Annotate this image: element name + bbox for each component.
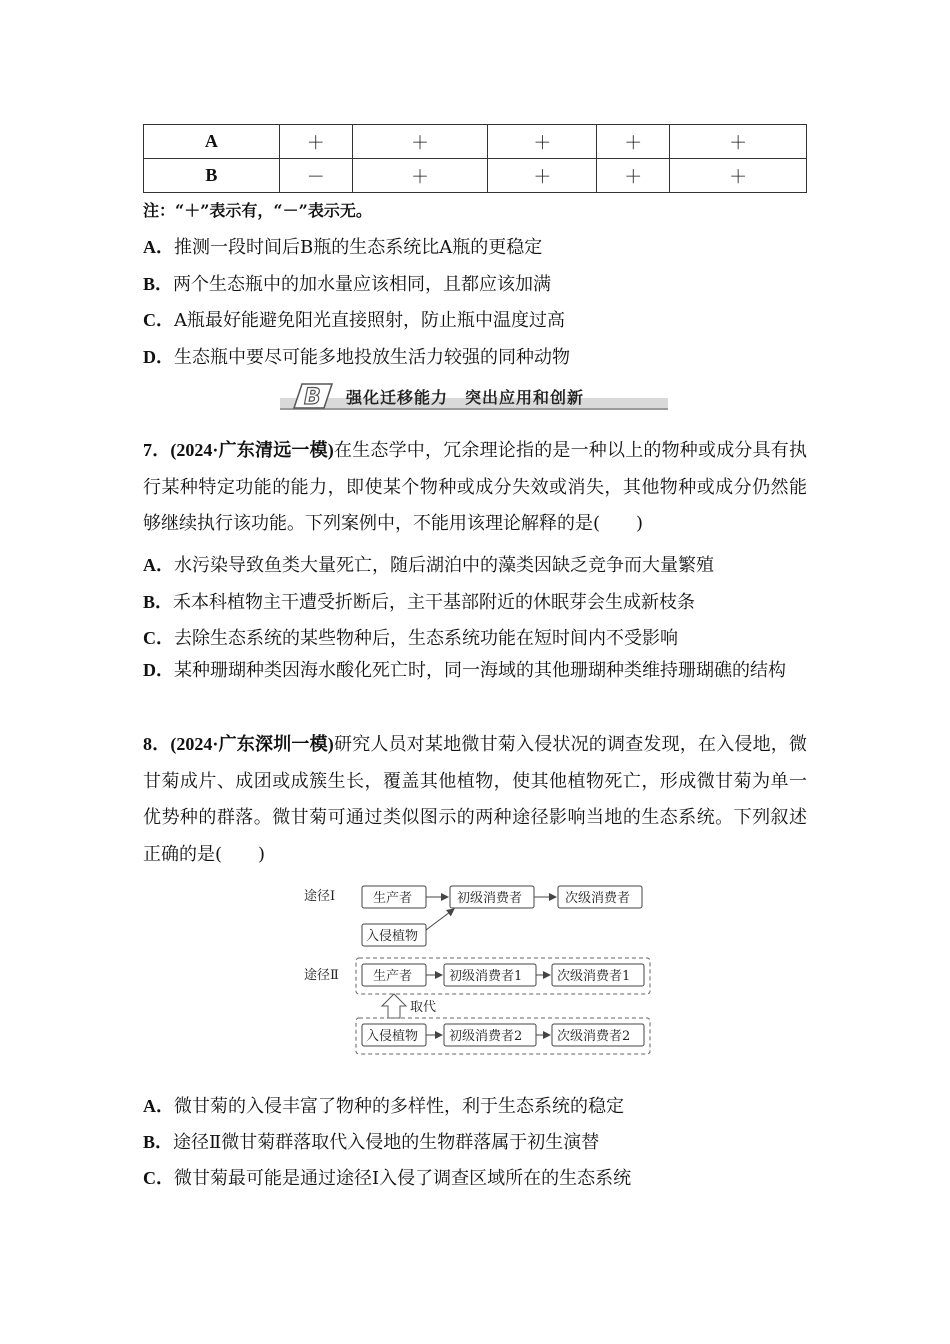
question-stem: 研究人员对某地微甘菊入侵状况的调查发现，在入侵地，微甘菊成片、成团或成簇生长，覆盖其他植物，使其他植物死亡，形成微甘菊为单一优势种的群落。微甘菊可通过类似图示的两种途径影响当地的生态系统。下列叙述正确的是( ): [143, 734, 807, 865]
producer-text-2: 生产者: [373, 969, 413, 984]
option-key: C．: [143, 310, 174, 330]
option-text: 生态瓶中要尽可能多地投放生活力较强的同种动物: [174, 347, 570, 368]
option-text: 微甘菊的入侵丰富了物种的多样性，利于生态系统的稳定: [174, 1096, 624, 1117]
table-cell: ＋: [597, 125, 670, 159]
question-8: [143, 726, 807, 873]
diagram-svg: [300, 878, 660, 1058]
table-cell: ＋: [670, 125, 807, 159]
path1-label: 途径Ⅰ: [304, 889, 336, 904]
question-number: 7．: [143, 440, 171, 460]
q8-option-a: [143, 1092, 624, 1118]
option-key: D．: [143, 347, 174, 367]
option-key: A．: [143, 237, 174, 257]
table-cell: ＋: [488, 159, 597, 193]
option-key: B．: [143, 592, 174, 612]
option-key: A．: [143, 555, 174, 575]
q6-option-b: [143, 270, 551, 296]
replace-arrow-icon: [382, 994, 406, 1018]
option-key: B．: [143, 274, 174, 294]
table-cell: ＋: [352, 125, 488, 159]
option-key: C．: [143, 1168, 174, 1188]
option-key: B．: [143, 1132, 174, 1152]
option-text: 某种珊瑚种类因海水酸化死亡时，同一海域的其他珊瑚种类维持珊瑚礁的结构: [174, 660, 786, 681]
path2-label: 途径Ⅱ: [304, 968, 339, 983]
table-row: [144, 125, 807, 159]
primary-text: 初级消费者: [457, 891, 523, 906]
question-source: (2024·广东清远一模): [170, 440, 334, 460]
question-source: (2024·广东深圳一模): [170, 734, 334, 754]
table-cell: ＋: [597, 159, 670, 193]
option-text: 推测一段时间后B瓶的生态系统比A瓶的更稳定: [174, 237, 543, 258]
table-cell: －: [279, 159, 352, 193]
q6-option-a: [143, 233, 542, 259]
table-cell: ＋: [488, 125, 597, 159]
q6-option-d: [143, 343, 570, 369]
option-text: 去除生态系统的某些物种后，生态系统功能在短时间内不受影响: [174, 628, 678, 649]
q7-option-d: [143, 652, 807, 690]
primary2-text: 初级消费者2: [449, 1029, 523, 1044]
option-text: 禾本科植物主干遭受折断后，主干基部附近的休眠芽会生成新枝条: [173, 592, 696, 613]
question-7: [143, 432, 807, 543]
question-stem: 在生态学中，冗余理论指的是一种以上的物种或成分具有执行某种特定功能的能力，即使某个物种或成分失效或消失，其他物种或成分仍然能够继续执行该功能。下列案例中，不能用该理论解释的是( ): [143, 440, 807, 534]
option-key: C．: [143, 628, 174, 648]
option-text: A瓶最好能避免阳光直接照射，防止瓶中温度过高: [174, 310, 565, 331]
banner-letter: B: [304, 385, 321, 410]
q8-option-c: [143, 1164, 631, 1190]
table-cell: ＋: [279, 125, 352, 159]
question-number: 8．: [143, 734, 171, 754]
option-text: 途径Ⅱ微甘菊群落取代入侵地的生物群落属于初生演替: [173, 1132, 600, 1153]
option-text: 水污染导致鱼类大量死亡，随后湖泊中的藻类因缺乏竞争而大量繁殖: [174, 555, 714, 576]
option-key: A．: [143, 1096, 174, 1116]
row-label: A: [144, 125, 280, 159]
food-chain-diagram: [300, 878, 660, 1058]
invader-text: 入侵植物: [366, 929, 419, 944]
experiment-table: [143, 124, 807, 193]
option-text: 微甘菊最可能是通过途径Ⅰ入侵了调查区域所在的生态系统: [174, 1168, 632, 1189]
invader-text-2: 入侵植物: [366, 1029, 419, 1044]
banner-title: 强化迁移能力 突出应用和创新: [346, 388, 585, 407]
secondary-text: 次级消费者: [565, 891, 631, 906]
table-row: [144, 159, 807, 193]
secondary1-text: 次级消费者1: [557, 969, 631, 984]
producer-text: 生产者: [373, 891, 413, 906]
option-key: D．: [143, 660, 174, 680]
primary1-text: 初级消费者1: [449, 969, 523, 984]
table-note: 注：“＋”表示有，“－”表示无。: [143, 201, 372, 220]
q7-option-c: [143, 624, 678, 650]
row-label: B: [144, 159, 280, 193]
table-cell: ＋: [670, 159, 807, 193]
secondary2-text: 次级消费者2: [557, 1029, 631, 1044]
q7-option-a: [143, 551, 714, 577]
q7-option-b: [143, 588, 695, 614]
option-text: 两个生态瓶中的加水量应该相同，且都应该加满: [173, 274, 552, 295]
section-banner: [280, 382, 668, 412]
q6-option-c: [143, 306, 565, 332]
table-cell: ＋: [352, 159, 488, 193]
q8-option-b: [143, 1128, 599, 1154]
replace-label: 取代: [410, 1000, 437, 1015]
